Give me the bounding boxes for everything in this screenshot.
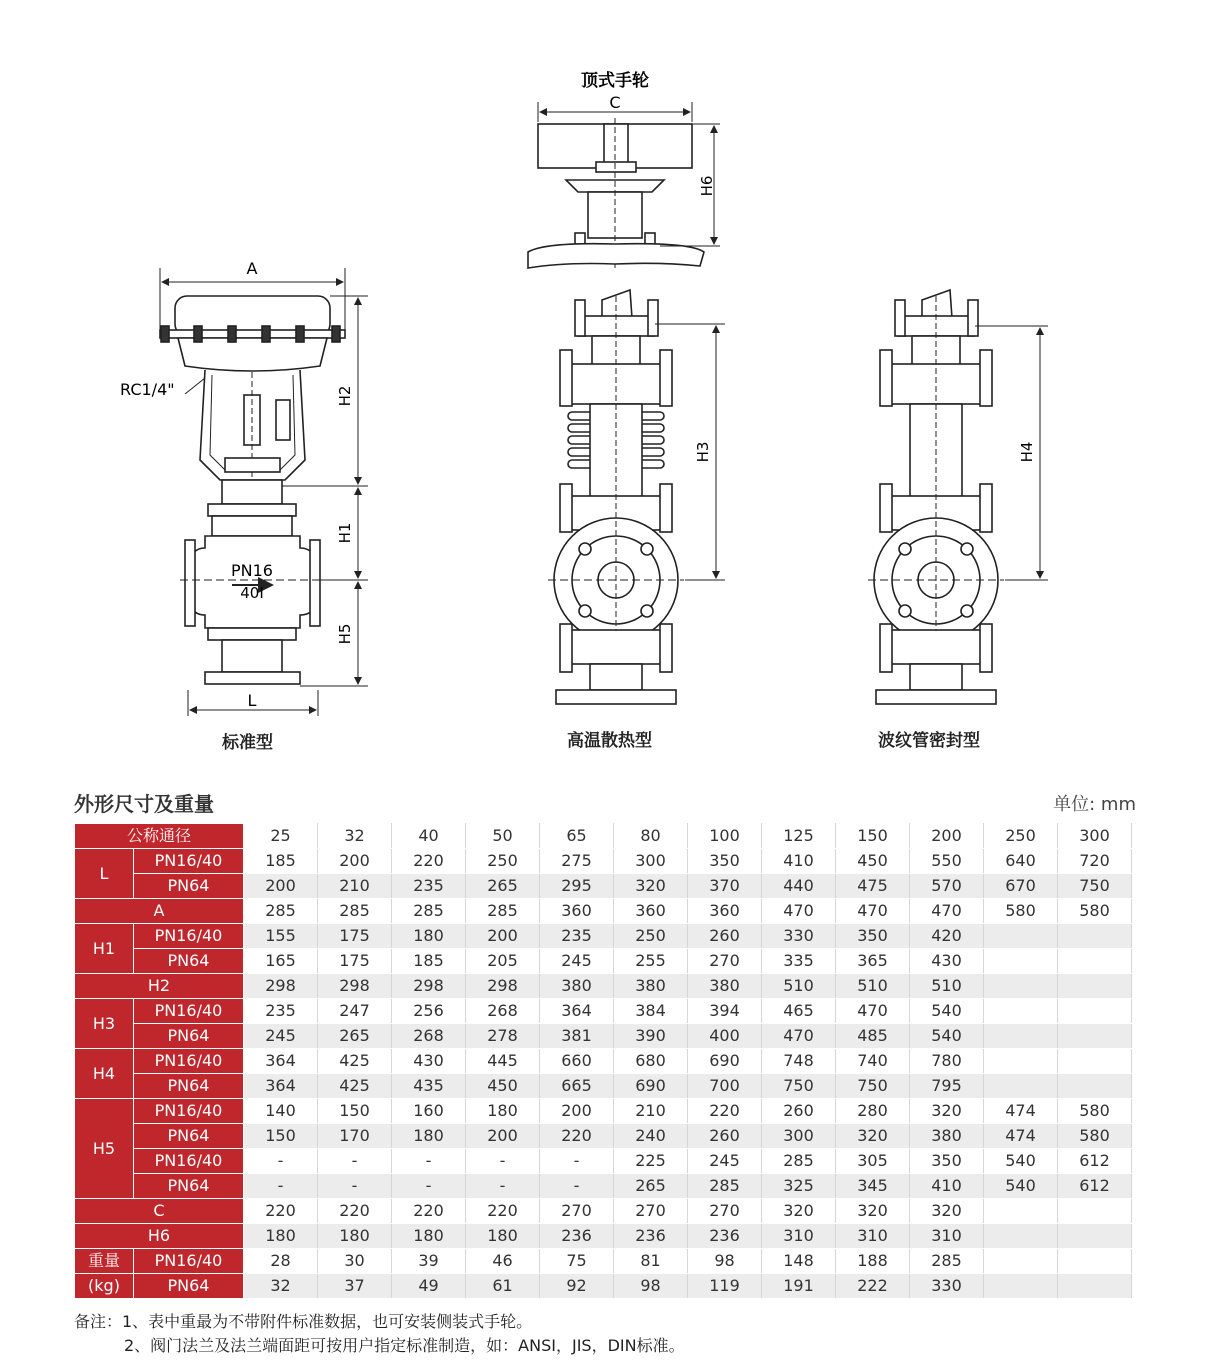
row-group-label: (kg) [75,1274,134,1299]
table-cell: 381 [540,1024,614,1049]
table-cell: 150 [244,1124,318,1149]
section-title: 外形尺寸及重量 [74,792,214,816]
table-row [75,949,1132,974]
table-cell: 180 [244,1224,318,1249]
table-cell: 255 [614,949,688,974]
table-cell: 200 [540,1099,614,1124]
flow-40-label: 40I [240,584,264,602]
table-cell: 265 [318,1024,392,1049]
note-1: 备注：1、表中重最为不带附件标准数据，也可安装侧装式手轮。 [74,1312,533,1331]
table-cell [1058,1274,1132,1299]
table-cell: - [466,1149,540,1174]
table-cell: - [392,1174,466,1199]
table-cell: 180 [318,1224,392,1249]
table-cell: 380 [688,974,762,999]
table-row [75,999,1132,1024]
table-cell: 222 [836,1274,910,1299]
table-cell: - [540,1149,614,1174]
table-cell: 285 [392,899,466,924]
table-cell: 170 [318,1124,392,1149]
header-diameter: 150 [836,824,910,849]
dim-c-label: C [609,93,621,112]
dim-h1-label: H1 [336,522,354,544]
table-cell: 470 [762,1024,836,1049]
row-group-label: H5 [75,1099,134,1199]
table-cell: 220 [244,1199,318,1224]
table-cell: 580 [984,899,1058,924]
table-cell: 450 [466,1074,540,1099]
row-sub-label: PN16/40 [134,999,244,1024]
table-cell: 740 [836,1049,910,1074]
table-cell: 465 [762,999,836,1024]
header-nominal-diameter: 公称通径 [75,824,244,849]
table-cell: 320 [910,1099,984,1124]
table-cell: 750 [1058,874,1132,899]
table-cell: 475 [836,874,910,899]
standard-type-drawing [160,268,368,716]
table-cell: 240 [614,1124,688,1149]
table-cell: 285 [688,1174,762,1199]
table-cell [1058,1049,1132,1074]
table-cell: 245 [540,949,614,974]
table-cell [1058,1224,1132,1249]
table-cell: 325 [762,1174,836,1199]
table-cell: 450 [836,849,910,874]
table-cell: 470 [836,999,910,1024]
table-cell: 200 [244,874,318,899]
table-cell [984,1049,1058,1074]
table-cell: 420 [910,924,984,949]
table-cell: 670 [984,874,1058,899]
table-cell [1058,949,1132,974]
table-cell: - [540,1174,614,1199]
table-row [75,924,1132,949]
caption-high-temp: 高温散热型 [567,731,652,751]
table-cell: 540 [910,999,984,1024]
table-cell: 470 [762,899,836,924]
table-cell: 278 [466,1024,540,1049]
table-cell: 360 [614,899,688,924]
table-cell: 175 [318,924,392,949]
caption-standard: 标准型 [222,733,273,753]
table-cell: 119 [688,1274,762,1299]
table-cell: 485 [836,1024,910,1049]
table-cell: 795 [910,1074,984,1099]
table-cell: 350 [836,924,910,949]
table-cell: 285 [910,1249,984,1274]
table-cell: 330 [910,1274,984,1299]
table-cell: 270 [688,1199,762,1224]
table-cell: 37 [318,1274,392,1299]
table-cell: 191 [762,1274,836,1299]
table-cell: 210 [318,874,392,899]
row-sub-label: PN16/40 [134,1099,244,1124]
table-cell: 180 [392,924,466,949]
table-cell: 236 [614,1224,688,1249]
table-cell: 285 [466,899,540,924]
table-cell [1058,1074,1132,1099]
table-cell: 425 [318,1074,392,1099]
header-diameter: 65 [540,824,614,849]
table-cell: 510 [836,974,910,999]
table-cell: 380 [910,1124,984,1149]
table-cell: 295 [540,874,614,899]
table-cell: 370 [688,874,762,899]
table-cell: 49 [392,1274,466,1299]
pn16-label: PN16 [231,561,273,580]
row-sub-label: PN64 [134,1124,244,1149]
table-row [75,1149,1132,1174]
dim-a-label: A [246,259,258,278]
table-cell: 365 [836,949,910,974]
header-diameter: 200 [910,824,984,849]
dimension-table [74,823,1132,1299]
table-cell: 364 [540,999,614,1024]
table-cell [1058,1199,1132,1224]
table-cell [1058,1024,1132,1049]
table-cell: 98 [688,1249,762,1274]
table-cell: 540 [910,1024,984,1049]
table-cell: 300 [614,849,688,874]
header-diameter: 125 [762,824,836,849]
header-diameter: 100 [688,824,762,849]
table-cell: 430 [910,949,984,974]
row-group-label: 重量 [75,1249,134,1274]
table-cell: 98 [614,1274,688,1299]
table-cell: 660 [540,1049,614,1074]
row-sub-label: PN16/40 [134,924,244,949]
row-sub-label: PN64 [134,1274,244,1299]
table-cell: 750 [762,1074,836,1099]
table-row [75,1024,1132,1049]
table-cell: 335 [762,949,836,974]
table-cell: 39 [392,1249,466,1274]
table-cell: 180 [466,1099,540,1124]
table-cell: 298 [392,974,466,999]
table-cell: 235 [392,874,466,899]
table-row [75,1224,1132,1249]
table-cell: - [244,1174,318,1199]
table-header-row [75,824,1132,849]
table-cell: 250 [614,924,688,949]
table-row [75,974,1132,999]
table-cell [1058,924,1132,949]
table-cell: 700 [688,1074,762,1099]
table-cell: 268 [392,1024,466,1049]
table-cell: 310 [762,1224,836,1249]
header-diameter: 40 [392,824,466,849]
table-cell: 350 [688,849,762,874]
table-cell: 680 [614,1049,688,1074]
table-cell: 185 [244,849,318,874]
row-sub-label: PN16/40 [134,1249,244,1274]
table-cell: 270 [540,1199,614,1224]
table-cell: 268 [466,999,540,1024]
table-cell: 175 [318,949,392,974]
row-sub-label: PN16/40 [134,849,244,874]
table-cell: 580 [1058,1099,1132,1124]
table-cell: 350 [910,1149,984,1174]
table-cell: 245 [688,1149,762,1174]
table-cell: 32 [244,1274,318,1299]
table-cell: 148 [762,1249,836,1274]
table-cell: 690 [688,1049,762,1074]
header-diameter: 80 [614,824,688,849]
row-label: A [75,899,244,924]
table-cell: - [244,1149,318,1174]
note-2: 2、阀门法兰及法兰端面距可按用户指定标准制造，如：ANSI，JIS，DIN标准。 [124,1336,685,1355]
table-cell: 380 [614,974,688,999]
row-sub-label: PN64 [134,1074,244,1099]
table-cell: 260 [688,924,762,949]
dim-h3-label: H3 [694,441,712,463]
table-cell: 474 [984,1124,1058,1149]
table-cell [984,1274,1058,1299]
table-cell: 364 [244,1074,318,1099]
table-cell: 310 [910,1224,984,1249]
table-cell: 320 [762,1199,836,1224]
table-cell: 46 [466,1249,540,1274]
table-cell: 440 [762,874,836,899]
row-sub-label: PN16/40 [134,1149,244,1174]
row-group-label: H3 [75,999,134,1049]
table-cell: 320 [614,874,688,899]
table-cell: 275 [540,849,614,874]
table-cell: 200 [466,924,540,949]
table-cell: - [466,1174,540,1199]
table-cell: 380 [540,974,614,999]
table-cell: 210 [614,1099,688,1124]
table-cell: 61 [466,1274,540,1299]
row-group-label: H4 [75,1049,134,1099]
notes [74,1310,685,1358]
row-sub-label: PN64 [134,949,244,974]
table-cell: 81 [614,1249,688,1274]
table-cell [984,1199,1058,1224]
table-cell [984,1024,1058,1049]
table-cell: 260 [762,1099,836,1124]
table-cell: 360 [540,899,614,924]
table-cell: 200 [318,849,392,874]
table-cell: - [318,1174,392,1199]
top-handwheel-label: 顶式手轮 [581,71,649,91]
table-cell: 260 [688,1124,762,1149]
table-cell: 430 [392,1049,466,1074]
table-row [75,1099,1132,1124]
table-cell: 285 [318,899,392,924]
table-cell: 247 [318,999,392,1024]
table-cell: 75 [540,1249,614,1274]
table-cell: 285 [762,1149,836,1174]
table-cell: 220 [540,1124,614,1149]
table-cell: 640 [984,849,1058,874]
table-cell: 320 [910,1199,984,1224]
header-diameter: 32 [318,824,392,849]
dim-h4-label: H4 [1018,441,1036,463]
dim-h2-label: H2 [336,385,354,407]
table-cell: 580 [1058,1124,1132,1149]
dim-h6-label: H6 [698,175,716,197]
table-row [75,1274,1132,1299]
table-cell: 160 [392,1099,466,1124]
row-label: H6 [75,1224,244,1249]
table-cell: 265 [614,1174,688,1199]
table-cell [984,1224,1058,1249]
table-cell: 28 [244,1249,318,1274]
table-cell: 750 [836,1074,910,1099]
table-cell: 180 [392,1224,466,1249]
table-cell: 200 [466,1124,540,1149]
table-cell: 400 [688,1024,762,1049]
header-diameter: 250 [984,824,1058,849]
table-cell: 140 [244,1099,318,1124]
dim-h5-label: H5 [336,623,354,645]
table-cell [984,924,1058,949]
table-cell: 690 [614,1074,688,1099]
table-cell: 92 [540,1274,614,1299]
row-sub-label: PN64 [134,1024,244,1049]
table-cell [1058,1249,1132,1274]
table-cell: 305 [836,1149,910,1174]
table-cell: 250 [466,849,540,874]
table-cell: 225 [614,1149,688,1174]
table-cell: 550 [910,849,984,874]
table-cell: 235 [244,999,318,1024]
table-cell: 330 [762,924,836,949]
table-cell [984,999,1058,1024]
bellows-drawing [868,290,1048,704]
table-cell [984,1074,1058,1099]
table-cell: 180 [392,1124,466,1149]
table-row [75,874,1132,899]
table-cell: 188 [836,1249,910,1274]
table-cell [984,974,1058,999]
table-cell: 665 [540,1074,614,1099]
table-row [75,1174,1132,1199]
table-cell [1058,974,1132,999]
table-cell: 364 [244,1049,318,1074]
table-cell: 220 [688,1099,762,1124]
table-cell: 510 [910,974,984,999]
table-cell: 612 [1058,1174,1132,1199]
table-cell: 780 [910,1049,984,1074]
rc-port-label: RC1/4" [120,380,175,399]
table-cell [984,949,1058,974]
table-cell: 580 [1058,899,1132,924]
row-label: H2 [75,974,244,999]
table-row [75,1199,1132,1224]
top-handwheel-drawing [528,102,720,270]
table-cell: 180 [466,1224,540,1249]
row-sub-label: PN16/40 [134,1049,244,1074]
table-row [75,1049,1132,1074]
table-cell: 345 [836,1174,910,1199]
table-cell: 300 [762,1124,836,1149]
row-label: C [75,1199,244,1224]
table-cell: 270 [688,949,762,974]
table-cell [1058,999,1132,1024]
table-cell: 30 [318,1249,392,1274]
table-cell: 220 [392,1199,466,1224]
table-cell: 150 [318,1099,392,1124]
table-cell: 612 [1058,1149,1132,1174]
table-cell: 265 [466,874,540,899]
table-cell: 185 [392,949,466,974]
table-cell: 298 [318,974,392,999]
table-cell: 510 [762,974,836,999]
table-cell: 570 [910,874,984,899]
row-sub-label: PN64 [134,1174,244,1199]
table-cell: 280 [836,1099,910,1124]
table-cell: 165 [244,949,318,974]
table-cell: 435 [392,1074,466,1099]
table-cell: 394 [688,999,762,1024]
table-cell: 320 [836,1199,910,1224]
table-cell: 310 [836,1224,910,1249]
caption-bellows: 波纹管密封型 [878,731,980,751]
table-cell: 320 [836,1124,910,1149]
table-cell: 235 [540,924,614,949]
table-row [75,1124,1132,1149]
high-temp-drawing [548,290,725,704]
table-cell: 720 [1058,849,1132,874]
table-cell: 220 [318,1199,392,1224]
row-group-label: L [75,849,134,899]
table-cell: 220 [466,1199,540,1224]
table-row [75,1249,1132,1274]
table-cell: 245 [244,1024,318,1049]
dim-l-label: L [247,691,257,710]
table-row [75,899,1132,924]
table-cell: 410 [762,849,836,874]
table-cell: 205 [466,949,540,974]
table-cell: 470 [910,899,984,924]
table-cell: 425 [318,1049,392,1074]
table-cell: - [392,1149,466,1174]
row-sub-label: PN64 [134,874,244,899]
table-cell: - [318,1149,392,1174]
header-diameter: 25 [244,824,318,849]
table-cell: 470 [836,899,910,924]
table-cell: 298 [244,974,318,999]
table-cell: 474 [984,1099,1058,1124]
table-cell: 410 [910,1174,984,1199]
header-diameter: 300 [1058,824,1132,849]
table-cell: 360 [688,899,762,924]
table-cell: 155 [244,924,318,949]
table-cell: 220 [392,849,466,874]
table-cell: 236 [540,1224,614,1249]
table-cell: 540 [984,1174,1058,1199]
table-cell: 285 [244,899,318,924]
row-group-label: H1 [75,924,134,974]
unit-label: 单位: mm [1053,794,1136,815]
header-diameter: 50 [466,824,540,849]
table-row [75,849,1132,874]
table-cell: 298 [466,974,540,999]
table-cell: 256 [392,999,466,1024]
table-cell: 748 [762,1049,836,1074]
table-cell: 236 [688,1224,762,1249]
table-row [75,1074,1132,1099]
table-cell [984,1249,1058,1274]
table-cell: 445 [466,1049,540,1074]
table-cell: 384 [614,999,688,1024]
table-cell: 270 [614,1199,688,1224]
table-cell: 540 [984,1149,1058,1174]
table-cell: 390 [614,1024,688,1049]
